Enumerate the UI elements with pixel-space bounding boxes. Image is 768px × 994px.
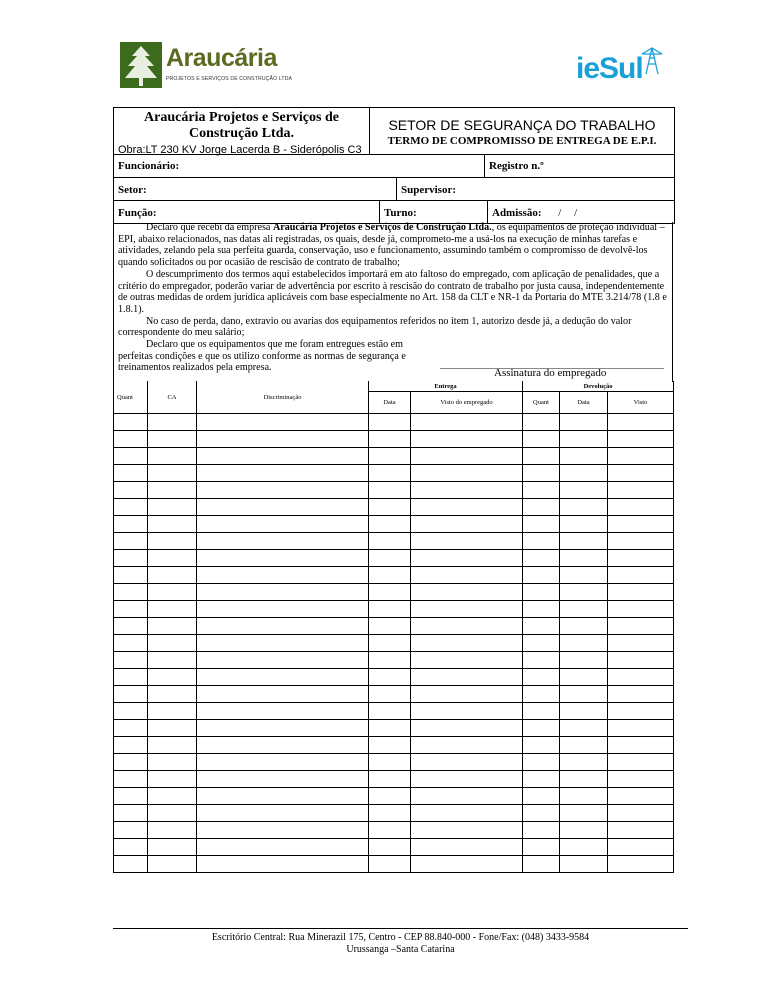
table-cell[interactable] [560, 839, 608, 856]
header-data-entrega: Data [369, 392, 411, 414]
table-cell[interactable] [411, 516, 523, 533]
table-cell[interactable] [148, 448, 197, 465]
table-cell[interactable] [560, 686, 608, 703]
table-cell[interactable] [369, 720, 411, 737]
table-cell[interactable] [369, 431, 411, 448]
table-row [114, 720, 674, 737]
header-entrega: Entrega [369, 381, 523, 392]
table-cell[interactable] [114, 465, 148, 482]
table-cell[interactable] [369, 533, 411, 550]
table-cell[interactable] [411, 414, 523, 431]
table-cell[interactable] [560, 618, 608, 635]
signature-label: Assinatura do empregado [494, 367, 607, 379]
table-cell[interactable] [197, 499, 369, 516]
table-cell[interactable] [523, 805, 560, 822]
table-cell[interactable] [148, 618, 197, 635]
admissao-date-slashes: / / [558, 207, 578, 219]
header-quant-devolucao: Quant [523, 392, 560, 414]
table-cell[interactable] [523, 669, 560, 686]
table-cell[interactable] [411, 499, 523, 516]
table-cell[interactable] [148, 516, 197, 533]
table-cell[interactable] [608, 448, 674, 465]
header-discriminacao: Discriminação [197, 381, 369, 414]
table-cell[interactable] [197, 482, 369, 499]
table-cell[interactable] [523, 601, 560, 618]
table-cell[interactable] [197, 533, 369, 550]
table-cell[interactable] [608, 754, 674, 771]
table-cell[interactable] [114, 822, 148, 839]
araucaria-logo [120, 42, 293, 90]
table-row [114, 839, 674, 856]
table-cell[interactable] [114, 448, 148, 465]
table-cell[interactable] [197, 839, 369, 856]
table-cell[interactable] [608, 839, 674, 856]
table-cell[interactable] [560, 516, 608, 533]
footer-address: Escritório Central: Rua Minerazil 175, Centro - CEP 88.840-000 - Fone/Fax: (048) 3433-9584 [211, 932, 590, 943]
table-cell[interactable] [560, 584, 608, 601]
table-cell[interactable] [197, 754, 369, 771]
declaration-p1: Declaro que recebi da empresa Araucária Projetos e Serviços de Construção Ltda., os equipamentos de proteção individual – EPI, abaixo relacionados, nas datas ali registradas, os quais, desde já, comprometo-me a usá-los na execução de minhas tarefas e atividades, zelando pela sua perfeita guarda, conservação, uso e funcionamento, assumindo também o compromisso de devolvê-los quando solicitados ou por ocasião de rescisão de contrato de trabalho; [118, 222, 665, 269]
header-visto: Visto [608, 392, 674, 414]
table-cell[interactable] [411, 754, 523, 771]
table-cell[interactable] [114, 550, 148, 567]
table-row [114, 550, 674, 567]
table-cell[interactable] [608, 720, 674, 737]
table-cell[interactable] [608, 669, 674, 686]
table-cell[interactable] [114, 431, 148, 448]
table-cell[interactable] [608, 618, 674, 635]
table-cell[interactable] [369, 414, 411, 431]
table-cell[interactable] [114, 414, 148, 431]
table-cell[interactable] [369, 686, 411, 703]
company-bold: Araucária Projetos e Serviços de Construção Ltda. [272, 222, 492, 233]
table-cell[interactable] [560, 448, 608, 465]
table-cell[interactable] [369, 856, 411, 873]
table-cell[interactable] [608, 431, 674, 448]
table-row [114, 499, 674, 516]
table-cell[interactable] [148, 482, 197, 499]
table-cell[interactable] [523, 567, 560, 584]
obra-label: Obra:LT 230 KV Jorge Lacerda B - Siderópolis C3 [118, 144, 362, 156]
table-row [114, 822, 674, 839]
table-cell[interactable] [197, 788, 369, 805]
table-cell[interactable] [148, 635, 197, 652]
table-cell[interactable] [197, 431, 369, 448]
table-cell[interactable] [411, 652, 523, 669]
table-cell[interactable] [560, 550, 608, 567]
table-cell[interactable] [369, 703, 411, 720]
table-cell[interactable] [523, 618, 560, 635]
table-cell[interactable] [369, 618, 411, 635]
table-cell[interactable] [197, 567, 369, 584]
table-cell[interactable] [411, 482, 523, 499]
table-cell[interactable] [369, 516, 411, 533]
table-cell[interactable] [148, 550, 197, 567]
table-cell[interactable] [369, 839, 411, 856]
table-cell[interactable] [608, 788, 674, 805]
declaration-p4-line2: perfeitas condições e que os utilizo conforme as normas de segurança e [118, 350, 406, 362]
table-cell[interactable] [560, 737, 608, 754]
table-cell[interactable] [608, 703, 674, 720]
table-cell[interactable] [560, 482, 608, 499]
table-cell[interactable] [560, 720, 608, 737]
table-cell[interactable] [197, 720, 369, 737]
table-cell[interactable] [560, 465, 608, 482]
declaration-p4-line3: treinamentos realizados pela empresa. [118, 362, 272, 374]
table-row [114, 805, 674, 822]
table-row [114, 584, 674, 601]
table-cell[interactable] [197, 448, 369, 465]
table-cell[interactable] [369, 754, 411, 771]
iesul-logo [572, 46, 672, 96]
term-title: TERMO DE COMPROMISSO DE ENTREGA DE E.P.I. [387, 135, 657, 147]
table-cell[interactable] [411, 584, 523, 601]
table-cell[interactable] [411, 618, 523, 635]
table-cell[interactable] [369, 601, 411, 618]
table-cell[interactable] [560, 601, 608, 618]
declaration-p3: No caso de perda, dano, extravio ou avarias dos equipamentos referidos no item 1, autorizo desde já, a dedução do valor correspondente do meu salário; [118, 315, 632, 339]
funcao-field[interactable]: Função: [118, 207, 157, 219]
table-cell[interactable] [197, 550, 369, 567]
table-cell[interactable] [523, 431, 560, 448]
table-cell[interactable] [369, 788, 411, 805]
table-row [114, 431, 674, 448]
admissao-label: Admissão: [492, 207, 542, 219]
table-cell[interactable] [197, 805, 369, 822]
table-cell[interactable] [148, 788, 197, 805]
table-row [114, 703, 674, 720]
table-cell[interactable] [560, 669, 608, 686]
table-cell[interactable] [114, 805, 148, 822]
table-cell[interactable] [411, 669, 523, 686]
table-cell[interactable] [369, 465, 411, 482]
table-row [114, 737, 674, 754]
footer-city: Urussanga –Santa Catarina [346, 944, 455, 955]
table-cell[interactable] [148, 567, 197, 584]
table-cell[interactable] [148, 771, 197, 788]
table-cell[interactable] [523, 635, 560, 652]
table-cell[interactable] [560, 771, 608, 788]
table-row [114, 414, 674, 431]
table-cell[interactable] [411, 703, 523, 720]
footer [113, 932, 688, 956]
table-cell[interactable] [411, 550, 523, 567]
header-ca: CA [148, 381, 197, 414]
table-cell[interactable] [148, 465, 197, 482]
table-cell[interactable] [560, 822, 608, 839]
table-row [114, 652, 674, 669]
table-cell[interactable] [608, 805, 674, 822]
table-cell[interactable] [523, 482, 560, 499]
table-cell[interactable] [114, 771, 148, 788]
table-cell[interactable] [197, 516, 369, 533]
table-cell[interactable] [369, 499, 411, 516]
funcionario-field[interactable]: Funcionário: [118, 160, 180, 172]
table-cell[interactable] [114, 686, 148, 703]
table-cell[interactable] [523, 754, 560, 771]
table-cell[interactable] [523, 737, 560, 754]
table-cell[interactable] [148, 737, 197, 754]
table-cell[interactable] [369, 669, 411, 686]
table-cell[interactable] [114, 516, 148, 533]
table-cell[interactable] [523, 720, 560, 737]
table-cell[interactable] [411, 737, 523, 754]
setor-field[interactable]: Setor: [118, 184, 147, 196]
araucaria-logo-text: Araucária [166, 44, 277, 72]
table-cell[interactable] [523, 839, 560, 856]
table-cell[interactable] [148, 431, 197, 448]
registro-field[interactable]: Registro n.º [484, 155, 674, 177]
table-cell[interactable] [608, 516, 674, 533]
table-cell[interactable] [560, 805, 608, 822]
table-cell[interactable] [608, 737, 674, 754]
table-cell[interactable] [411, 533, 523, 550]
form-header [113, 107, 675, 224]
table-cell[interactable] [523, 414, 560, 431]
supervisor-field[interactable]: Supervisor: [396, 178, 674, 200]
table-cell[interactable] [411, 805, 523, 822]
table-cell[interactable] [523, 856, 560, 873]
table-cell[interactable] [560, 652, 608, 669]
company-name: Araucária Projetos e Serviços de Construção Ltda. [144, 110, 339, 141]
table-cell[interactable] [114, 618, 148, 635]
table-cell[interactable] [197, 465, 369, 482]
table-cell[interactable] [114, 703, 148, 720]
table-cell[interactable] [148, 499, 197, 516]
table-cell[interactable] [523, 788, 560, 805]
tower-icon [638, 46, 666, 76]
iesul-logo-text: ieSul [576, 52, 643, 85]
company-cell [114, 108, 369, 154]
admissao-field[interactable] [487, 201, 674, 223]
table-cell[interactable] [197, 686, 369, 703]
table-cell[interactable] [197, 601, 369, 618]
table-cell[interactable] [523, 550, 560, 567]
table-cell[interactable] [369, 805, 411, 822]
table-cell[interactable] [560, 431, 608, 448]
table-cell[interactable] [148, 533, 197, 550]
table-cell[interactable] [411, 448, 523, 465]
table-row [114, 686, 674, 703]
table-cell[interactable] [608, 550, 674, 567]
table-cell[interactable] [608, 771, 674, 788]
table-cell[interactable] [197, 703, 369, 720]
table-cell[interactable] [197, 822, 369, 839]
table-cell[interactable] [608, 686, 674, 703]
table-cell[interactable] [411, 720, 523, 737]
table-cell[interactable] [148, 720, 197, 737]
table-cell[interactable] [114, 856, 148, 873]
table-cell[interactable] [560, 754, 608, 771]
table-cell[interactable] [114, 584, 148, 601]
table-cell[interactable] [148, 822, 197, 839]
table-cell[interactable] [411, 635, 523, 652]
table-cell[interactable] [148, 839, 197, 856]
table-cell[interactable] [560, 703, 608, 720]
table-row [114, 465, 674, 482]
table-cell[interactable] [197, 584, 369, 601]
header-devolucao: Devolução [523, 381, 674, 392]
table-cell[interactable] [523, 499, 560, 516]
table-row [114, 516, 674, 533]
araucaria-logo-subtitle: PROJETOS E SERVIÇOS DE CONSTRUÇÃO LTDA [166, 76, 293, 82]
table-cell[interactable] [608, 652, 674, 669]
table-cell[interactable] [411, 839, 523, 856]
table-cell[interactable] [148, 856, 197, 873]
table-cell[interactable] [114, 499, 148, 516]
table-cell[interactable] [114, 839, 148, 856]
table-cell[interactable] [148, 652, 197, 669]
declaration-block [113, 222, 673, 382]
table-cell[interactable] [523, 584, 560, 601]
table-cell[interactable] [608, 635, 674, 652]
table-cell[interactable] [148, 805, 197, 822]
table-row [114, 618, 674, 635]
table-cell[interactable] [114, 652, 148, 669]
table-cell[interactable] [369, 482, 411, 499]
table-cell[interactable] [114, 482, 148, 499]
table-cell[interactable] [560, 635, 608, 652]
table-cell[interactable] [369, 652, 411, 669]
declaration-p2: O descumprimento dos termos aqui estabelecidos importará em ato faltoso do empregado, com aplicação de penalidades, que a critério do empregador, poderão variar de advertência por escrito à rescisão do contrato de trabalho por justa causa, independentemente de outras medidas de ordem jurídica aplicáveis com base especialmente no Art. 158 da CLT e NR-1 da Portaria do MTE 3.214/78 (1.8 e 1.8.1). [118, 268, 667, 315]
table-cell[interactable] [148, 601, 197, 618]
header-data-devolucao: Data [560, 392, 608, 414]
table-cell[interactable] [411, 431, 523, 448]
table-row [114, 601, 674, 618]
table-row [114, 669, 674, 686]
table-cell[interactable] [411, 822, 523, 839]
table-cell[interactable] [608, 499, 674, 516]
table-cell[interactable] [608, 414, 674, 431]
table-cell[interactable] [369, 771, 411, 788]
table-cell[interactable] [560, 856, 608, 873]
table-cell[interactable] [608, 584, 674, 601]
table-cell[interactable] [369, 635, 411, 652]
table-cell[interactable] [523, 533, 560, 550]
table-row [114, 771, 674, 788]
table-cell[interactable] [608, 822, 674, 839]
table-cell[interactable] [560, 788, 608, 805]
table-cell[interactable] [148, 754, 197, 771]
table-cell[interactable] [114, 754, 148, 771]
table-cell[interactable] [523, 771, 560, 788]
title-cell [369, 108, 674, 154]
footer-divider [113, 928, 688, 929]
table-cell[interactable] [197, 856, 369, 873]
table-row [114, 856, 674, 873]
table-cell[interactable] [411, 856, 523, 873]
table-cell[interactable] [560, 567, 608, 584]
sector-title: SETOR DE SEGURANÇA DO TRABALHO [388, 117, 656, 133]
table-cell[interactable] [148, 703, 197, 720]
table-row [114, 754, 674, 771]
table-cell[interactable] [197, 669, 369, 686]
epi-table [113, 381, 674, 873]
table-cell[interactable] [148, 584, 197, 601]
header-visto-empregado: Visto do empregado [411, 392, 523, 414]
tree-icon [120, 42, 162, 88]
table-cell[interactable] [608, 533, 674, 550]
table-cell[interactable] [197, 635, 369, 652]
table-cell[interactable] [197, 414, 369, 431]
table-cell[interactable] [608, 601, 674, 618]
table-cell[interactable] [148, 669, 197, 686]
table-cell[interactable] [369, 822, 411, 839]
table-cell[interactable] [560, 533, 608, 550]
table-cell[interactable] [369, 567, 411, 584]
table-cell[interactable] [560, 499, 608, 516]
table-cell[interactable] [411, 771, 523, 788]
table-cell[interactable] [523, 465, 560, 482]
table-cell[interactable] [523, 822, 560, 839]
table-cell[interactable] [608, 856, 674, 873]
table-cell[interactable] [197, 618, 369, 635]
table-cell[interactable] [523, 516, 560, 533]
table-cell[interactable] [608, 567, 674, 584]
table-cell[interactable] [411, 788, 523, 805]
declaration-p4-line1: Declaro que os equipamentos que me foram entregues estão em [146, 339, 404, 351]
table-cell[interactable] [523, 686, 560, 703]
table-row [114, 567, 674, 584]
table-cell[interactable] [197, 771, 369, 788]
table-row [114, 635, 674, 652]
header-quant: Quant [114, 381, 148, 414]
table-cell[interactable] [523, 448, 560, 465]
table-cell[interactable] [197, 652, 369, 669]
table-row [114, 533, 674, 550]
turno-field[interactable]: Turno: [379, 201, 487, 223]
table-cell[interactable] [411, 465, 523, 482]
table-cell[interactable] [114, 737, 148, 754]
table-row [114, 448, 674, 465]
table-cell[interactable] [411, 567, 523, 584]
table-cell[interactable] [369, 737, 411, 754]
table-cell[interactable] [560, 414, 608, 431]
table-cell[interactable] [523, 703, 560, 720]
table-cell[interactable] [411, 686, 523, 703]
table-cell[interactable] [114, 669, 148, 686]
table-cell[interactable] [608, 465, 674, 482]
table-row [114, 788, 674, 805]
table-cell[interactable] [369, 584, 411, 601]
table-cell[interactable] [114, 533, 148, 550]
table-cell[interactable] [608, 482, 674, 499]
table-header-row-1 [114, 381, 674, 392]
table-cell[interactable] [114, 720, 148, 737]
table-cell[interactable] [411, 601, 523, 618]
table-cell[interactable] [114, 601, 148, 618]
table-row [114, 482, 674, 499]
table-cell[interactable] [523, 652, 560, 669]
table-cell[interactable] [369, 550, 411, 567]
table-cell[interactable] [148, 686, 197, 703]
table-cell[interactable] [114, 567, 148, 584]
table-cell[interactable] [197, 737, 369, 754]
table-cell[interactable] [114, 635, 148, 652]
table-cell[interactable] [369, 448, 411, 465]
table-cell[interactable] [148, 414, 197, 431]
table-cell[interactable] [114, 788, 148, 805]
